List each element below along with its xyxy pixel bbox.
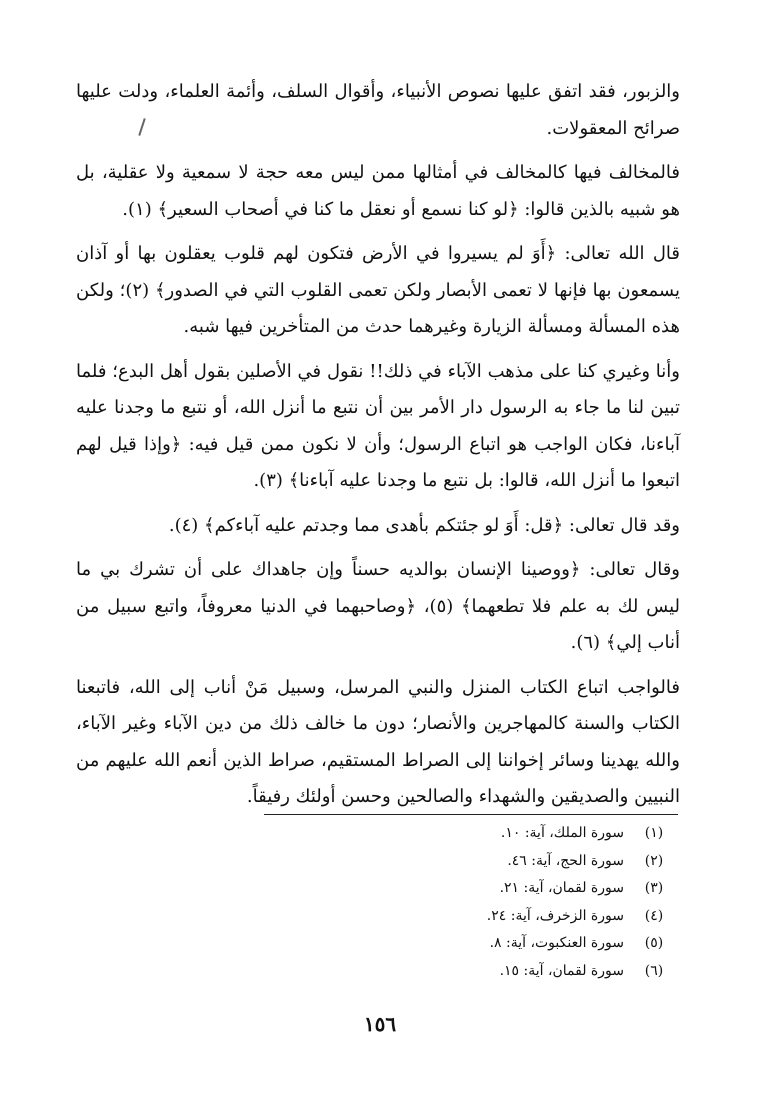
footnote-3 xyxy=(256,875,676,903)
paragraph-6: وقال تعالى: ﴿ووصينا الإنسان بوالديه حسناً وإن جاهداك على أن تشرك بي ما ليس لك به علم فلا تطعهما﴾ (٥)، ﴿وصاحبهما في الدنيا معروفاً، واتبع سبيل من أناب إلي﴾ (٦). xyxy=(76,559,681,653)
footnote-1 xyxy=(256,820,676,848)
footnote-number: (١) xyxy=(644,825,664,841)
footnote-number: (٥) xyxy=(644,935,664,951)
footnotes-list xyxy=(256,820,676,985)
footnote-separator xyxy=(264,814,678,815)
paragraph-5: وقد قال تعالى: ﴿قل: أَوَ لو جئتكم بأهدى مما وجدتم عليه آباءكم﴾ (٤). xyxy=(168,514,680,536)
footnote-number: (٤) xyxy=(644,907,664,924)
page-number: ١٥٦ xyxy=(363,1012,397,1036)
footnote-number: (٦) xyxy=(644,962,664,979)
footnote-text: سورة الحج، آية: ٤٦. xyxy=(507,852,624,869)
paragraph-2: فالمخالف فيها كالمخالف في أمثالها ممن ليس معه حجة لا سمعية ولا عقلية، بل هو شبيه بالذين قالوا: ﴿لو كنا نسمع أو نعقل ما كنا في أصحاب السعير﴾ (١). xyxy=(76,162,680,220)
footnote-text: سورة العنكبوت، آية: ٨. xyxy=(489,935,624,951)
footnote-4 xyxy=(256,903,676,931)
paragraph-7: فالواجب اتباع الكتاب المنزل والنبي المرسل، وسبيل مَنْ أناب إلى الله، فاتبعنا الكتاب والسنة كالمهاجرين والأنصار؛ دون ما خالف ذلك من دين الآباء وغير الآباء، والله يهدينا وسائر إخواننا إلى الصراط المستقيم، صراط الذين أنعم الله عليهم من النبيين والصديقين والشهداء والصالحين وحسن أولئك رفيقاً. xyxy=(76,676,680,807)
footnote-text: سورة الملك، آية: ١٠. xyxy=(500,825,624,841)
paragraph-4: وأنا وغيري كنا على مذهب الآباء في ذلك!! نقول في الأصلين بقول أهل البدع؛ فلما تبين لنا ما جاء به الرسول دار الأمر بين أن نتبع ما أنزل الله، أو نتبع ما وجدنا عليه آباءنا، فكان الواجب هو اتباع الرسول؛ وأن لا نكون ممن قيل فيه: ﴿وإذا قيل لهم اتبعوا ما أنزل الله، قالوا: بل نتبع ما وجدنا عليه آباءنا﴾ (٣). xyxy=(76,360,680,491)
paragraph-3: قال الله تعالى: ﴿أَوَ لم يسيروا في الأرض فتكون لهم قلوب يعقلون بها أو آذان يسمعون بها فإنها لا تعمى الأبصار ولكن تعمى القلوب التي في الصدور﴾ (٢)؛ ولكن هذه المسألة ومسألة الزيارة وغيرهما حدث من المتأخرين فيها شبه. xyxy=(76,243,680,337)
footnote-text: سورة لقمان، آية: ١٥. xyxy=(499,962,624,979)
footnote-5 xyxy=(256,930,676,958)
footnote-number: (٢) xyxy=(644,852,664,869)
footnote-text: سورة الزخرف، آية: ٢٤. xyxy=(486,907,624,924)
footnote-2 xyxy=(256,848,676,876)
footnote-text: سورة لقمان، آية: ٢١. xyxy=(499,880,624,896)
footnote-number: (٣) xyxy=(644,880,664,896)
paragraph-1: والزبور، فقد اتفق عليها نصوص الأنبياء، وأقوال السلف، وأئمة العلماء، ودلت عليها صرائح المعقولات. xyxy=(76,81,680,139)
footnote-6 xyxy=(256,958,676,986)
main-text-body xyxy=(76,74,680,824)
